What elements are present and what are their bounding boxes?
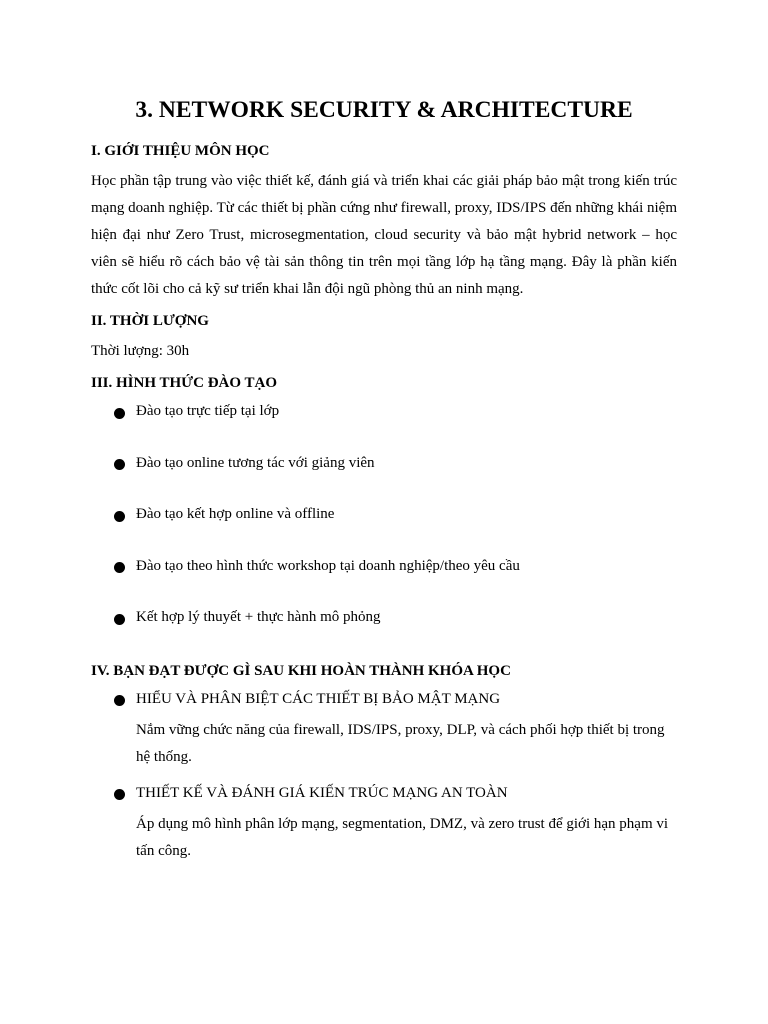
intro-paragraph: Học phần tập trung vào việc thiết kế, đánh giá và triển khai các giải pháp bảo mật trong kiến trúc mạng doanh nghiệp. Từ các thiết bị phần cứng như firewall, proxy, IDS/IPS đến những khái niệm hiện đại như Zero Trust, microsegmentation, cloud security và bảo mật hybrid network – học viên sẽ hiểu rõ cách bảo vệ tài sản thông tin trên mọi tầng lớp hạ tầng mạng. Đây là phần kiến thức cốt lõi cho cả kỹ sư triển khai lẫn đội ngũ phòng thủ an ninh mạng. xyxy=(91,173,677,297)
outcome-title: HIỂU VÀ PHÂN BIỆT CÁC THIẾT BỊ BẢO MẬT MẠNG xyxy=(136,690,501,707)
bullet-icon xyxy=(114,511,125,522)
section-heading-intro: I. GIỚI THIỆU MÔN HỌC xyxy=(91,143,270,159)
list-item xyxy=(91,450,677,477)
outcome-list xyxy=(91,686,677,866)
outcome-title: THIẾT KẾ VÀ ĐÁNH GIÁ KIẾN TRÚC MẠNG AN TOÀN xyxy=(136,784,508,801)
bullet-icon xyxy=(114,562,125,573)
list-item xyxy=(91,780,677,866)
document-title: 3. NETWORK SECURITY & ARCHITECTURE xyxy=(135,97,633,123)
list-item-text: Đào tạo online tương tác với giảng viên xyxy=(136,454,375,471)
section-heading-duration: II. THỜI LƯỢNG xyxy=(91,313,209,329)
list-item xyxy=(91,501,677,528)
bullet-icon xyxy=(114,789,125,800)
outcome-description: Áp dụng mô hình phân lớp mạng, segmentation, DMZ, và zero trust để giới hạn phạm vi tấn công. xyxy=(136,815,669,859)
outcome-description: Nắm vững chức năng của firewall, IDS/IPS, proxy, DLP, và cách phối hợp thiết bị trong hệ thống. xyxy=(136,721,665,765)
list-item-text: Đào tạo theo hình thức workshop tại doanh nghiệp/theo yêu cầu xyxy=(136,557,520,574)
section-heading-outcomes: IV. BẠN ĐẠT ĐƯỢC GÌ SAU KHI HOÀN THÀNH KHÓA HỌC xyxy=(91,662,511,679)
bullet-icon xyxy=(114,695,125,706)
duration-text: Thời lượng: 30h xyxy=(91,343,190,359)
list-item-text: Đào tạo trực tiếp tại lớp xyxy=(136,403,280,419)
list-item xyxy=(91,604,677,631)
bullet-icon xyxy=(114,459,125,470)
section-heading-format: III. HÌNH THỨC ĐÀO TẠO xyxy=(91,375,278,391)
bullet-icon xyxy=(114,614,125,625)
list-item xyxy=(91,553,677,580)
list-item-text: Đào tạo kết hợp online và offline xyxy=(136,506,335,522)
list-item-text: Kết hợp lý thuyết + thực hành mô phỏng xyxy=(136,609,381,625)
bullet-icon xyxy=(114,408,125,419)
list-item xyxy=(91,686,677,772)
list-item xyxy=(91,398,677,425)
format-list xyxy=(91,398,677,631)
